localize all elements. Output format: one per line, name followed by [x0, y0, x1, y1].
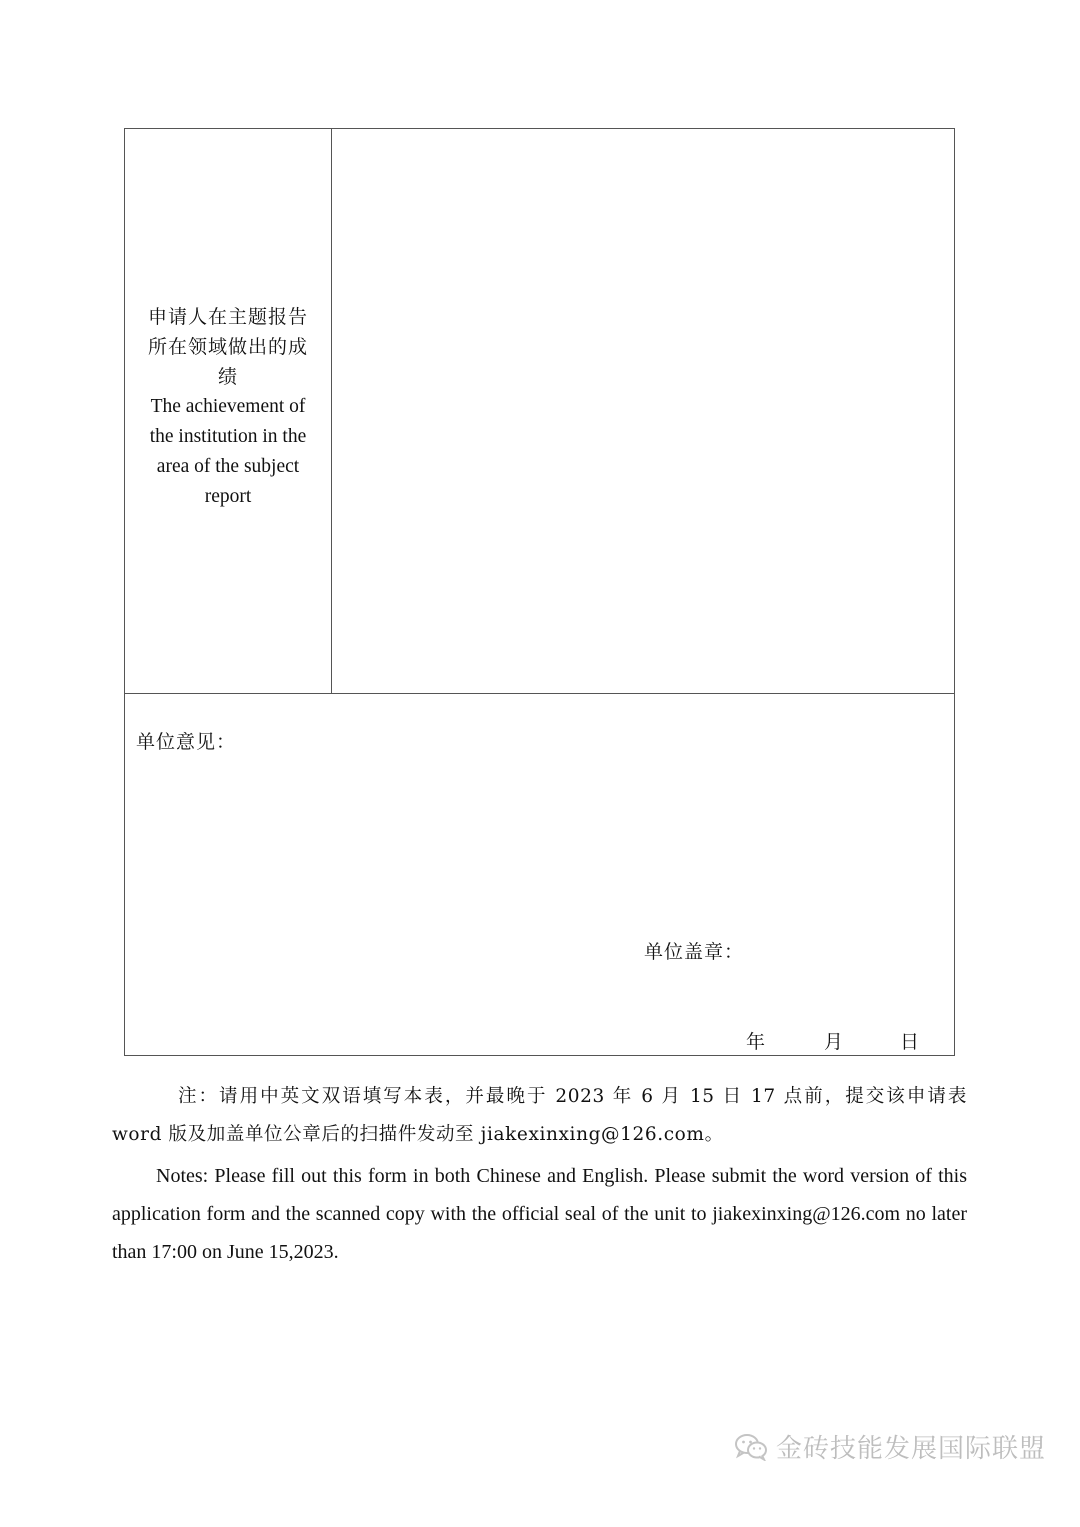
- achievement-label-en-2: the institution in the: [149, 426, 307, 447]
- achievement-label: [136, 302, 321, 512]
- achievement-label-en-3: area of the subject: [156, 456, 300, 477]
- wechat-icon: [734, 1433, 768, 1461]
- notes-section: [112, 1078, 967, 1271]
- date-month-label: 月: [824, 1031, 844, 1053]
- watermark-text: 金砖技能发展国际联盟: [775, 1434, 1046, 1464]
- date-day-label: 日: [900, 1031, 920, 1053]
- opinion-row[interactable]: [125, 694, 954, 1056]
- achievement-label-zh-1: 申请人在主题报告: [147, 306, 308, 328]
- application-form-table: [124, 128, 955, 1056]
- note-english: Notes: Please fill out this form in both Chinese and English. Please submit the word version of this application form and the scanned copy with the official seal of the unit to jiakexinxing@126.com no later than 17:00 on June 15,2023.: [112, 1165, 967, 1263]
- achievement-row: [125, 129, 954, 694]
- achievement-label-cell: [125, 129, 332, 693]
- opinion-label: 单位意见：: [136, 731, 237, 753]
- watermark: [734, 1428, 1046, 1465]
- date-year-label: 年: [746, 1031, 766, 1053]
- seal-label: 单位盖章：: [644, 941, 745, 963]
- achievement-label-zh-3: 绩: [217, 366, 238, 388]
- date-line: [746, 1027, 936, 1053]
- achievement-value-field[interactable]: [332, 129, 954, 693]
- note-chinese: 注：请用中英文双语填写本表，并最晚于 2023 年 6 月 15 日 17 点前，提交该申请表 word 版及加盖单位公章后的扫描件发动至 jiakexinxing@126.com。: [112, 1086, 967, 1145]
- achievement-label-zh-2: 所在领域做出的成: [147, 336, 308, 358]
- achievement-label-en-1: The achievement of: [150, 396, 306, 417]
- achievement-label-en-4: report: [204, 486, 252, 507]
